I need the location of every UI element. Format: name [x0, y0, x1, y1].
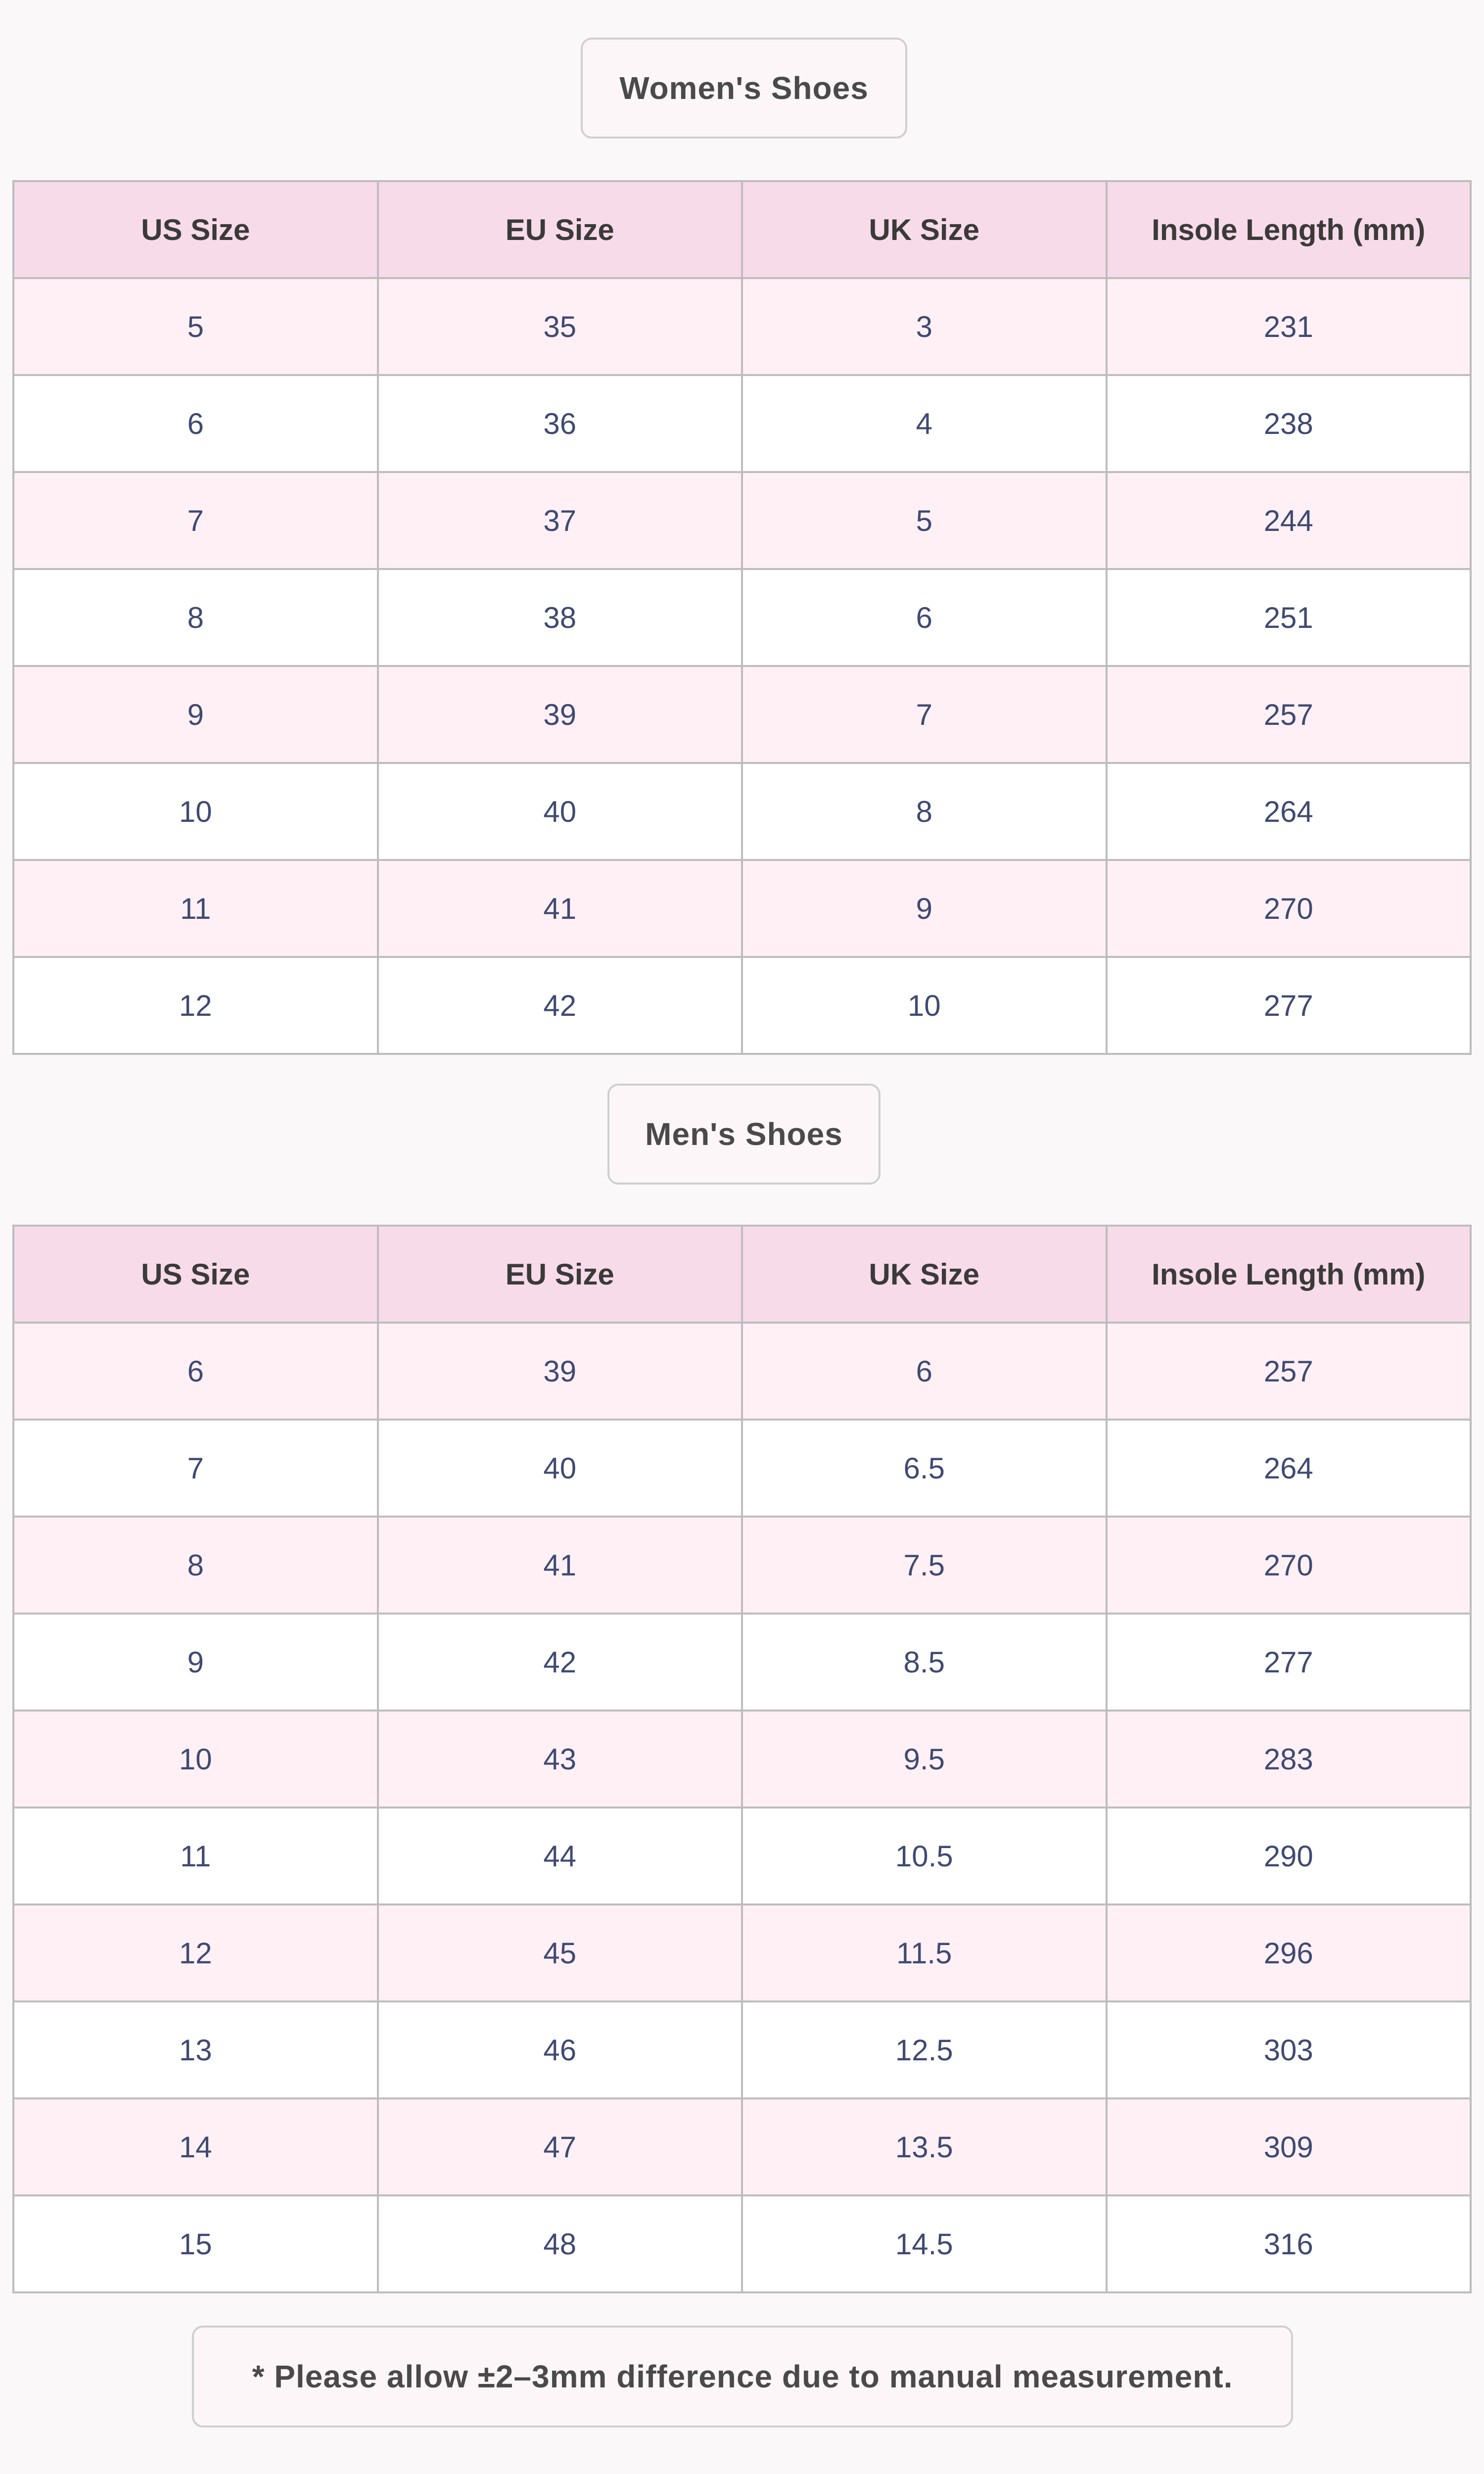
insole-length-cell: 244 — [1107, 472, 1471, 569]
women-header-uk-size: UK Size — [742, 181, 1107, 278]
women-header-insole-length: Insole Length (mm) — [1107, 181, 1471, 278]
uk-size-cell: 6 — [742, 569, 1107, 666]
us-size-cell: 7 — [13, 1420, 378, 1517]
eu-size-cell: 37 — [378, 472, 742, 569]
us-size-cell: 9 — [13, 1614, 378, 1711]
table-row — [13, 278, 1471, 375]
uk-size-cell: 12.5 — [742, 2001, 1107, 2098]
insole-length-cell: 264 — [1107, 763, 1471, 860]
eu-size-cell: 43 — [378, 1711, 742, 1808]
table-row — [13, 860, 1471, 957]
table-row — [13, 1323, 1471, 1420]
eu-size-cell: 36 — [378, 375, 742, 472]
insole-length-cell: 277 — [1107, 1614, 1471, 1711]
women-size-table — [12, 180, 1472, 1055]
men-header-insole-length: Insole Length (mm) — [1107, 1226, 1471, 1323]
table-row — [13, 957, 1471, 1054]
us-size-cell: 12 — [13, 1904, 378, 2001]
eu-size-cell: 35 — [378, 278, 742, 375]
eu-size-cell: 47 — [378, 2098, 742, 2195]
us-size-cell: 15 — [13, 2195, 378, 2292]
men-table-body — [13, 1323, 1471, 2292]
table-row — [13, 1711, 1471, 1808]
uk-size-cell: 6.5 — [742, 1420, 1107, 1517]
insole-length-cell: 257 — [1107, 1323, 1471, 1420]
table-row — [13, 375, 1471, 472]
us-size-cell: 8 — [13, 1517, 378, 1614]
us-size-cell: 10 — [13, 1711, 378, 1808]
women-header-eu-size: EU Size — [378, 181, 742, 278]
eu-size-cell: 40 — [378, 1420, 742, 1517]
us-size-cell: 13 — [13, 2001, 378, 2098]
insole-length-cell: 303 — [1107, 2001, 1471, 2098]
us-size-cell: 6 — [13, 375, 378, 472]
us-size-cell: 14 — [13, 2098, 378, 2195]
insole-length-cell: 277 — [1107, 957, 1471, 1054]
insole-length-cell: 296 — [1107, 1904, 1471, 2001]
eu-size-cell: 40 — [378, 763, 742, 860]
uk-size-cell: 3 — [742, 278, 1107, 375]
women-table-header-row — [13, 181, 1471, 278]
table-row — [13, 1808, 1471, 1904]
table-row — [13, 2195, 1471, 2292]
table-row — [13, 1614, 1471, 1711]
uk-size-cell: 13.5 — [742, 2098, 1107, 2195]
insole-length-cell: 231 — [1107, 278, 1471, 375]
insole-length-cell: 283 — [1107, 1711, 1471, 1808]
uk-size-cell: 8 — [742, 763, 1107, 860]
us-size-cell: 10 — [13, 763, 378, 860]
uk-size-cell: 14.5 — [742, 2195, 1107, 2292]
uk-size-cell: 6 — [742, 1323, 1107, 1420]
table-row — [13, 1420, 1471, 1517]
insole-length-cell: 309 — [1107, 2098, 1471, 2195]
men-header-uk-size: UK Size — [742, 1226, 1107, 1323]
us-size-cell: 9 — [13, 666, 378, 763]
eu-size-cell: 39 — [378, 666, 742, 763]
uk-size-cell: 7.5 — [742, 1517, 1107, 1614]
eu-size-cell: 39 — [378, 1323, 742, 1420]
women-table-body — [13, 278, 1471, 1054]
eu-size-cell: 42 — [378, 1614, 742, 1711]
women-shoes-title: Women's Shoes — [581, 38, 907, 139]
us-size-cell: 11 — [13, 860, 378, 957]
eu-size-cell: 46 — [378, 2001, 742, 2098]
us-size-cell: 8 — [13, 569, 378, 666]
insole-length-cell: 264 — [1107, 1420, 1471, 1517]
insole-length-cell: 251 — [1107, 569, 1471, 666]
men-table-header-row — [13, 1226, 1471, 1323]
table-row — [13, 666, 1471, 763]
uk-size-cell: 9.5 — [742, 1711, 1107, 1808]
us-size-cell: 6 — [13, 1323, 378, 1420]
us-size-cell: 12 — [13, 957, 378, 1054]
eu-size-cell: 44 — [378, 1808, 742, 1904]
eu-size-cell: 38 — [378, 569, 742, 666]
us-size-cell: 11 — [13, 1808, 378, 1904]
table-row — [13, 472, 1471, 569]
uk-size-cell: 4 — [742, 375, 1107, 472]
men-shoes-title: Men's Shoes — [607, 1084, 881, 1185]
uk-size-cell: 7 — [742, 666, 1107, 763]
insole-length-cell: 316 — [1107, 2195, 1471, 2292]
uk-size-cell: 5 — [742, 472, 1107, 569]
women-header-us-size: US Size — [13, 181, 378, 278]
insole-length-cell: 257 — [1107, 666, 1471, 763]
eu-size-cell: 41 — [378, 860, 742, 957]
insole-length-cell: 290 — [1107, 1808, 1471, 1904]
measurement-note: * Please allow ±2–3mm difference due to manual measurement. — [192, 2326, 1293, 2427]
uk-size-cell: 8.5 — [742, 1614, 1107, 1711]
uk-size-cell: 11.5 — [742, 1904, 1107, 2001]
men-header-eu-size: EU Size — [378, 1226, 742, 1323]
table-row — [13, 763, 1471, 860]
us-size-cell: 5 — [13, 278, 378, 375]
insole-length-cell: 270 — [1107, 1517, 1471, 1614]
table-row — [13, 2001, 1471, 2098]
uk-size-cell: 10.5 — [742, 1808, 1107, 1904]
insole-length-cell: 238 — [1107, 375, 1471, 472]
men-header-us-size: US Size — [13, 1226, 378, 1323]
table-row — [13, 1904, 1471, 2001]
uk-size-cell: 9 — [742, 860, 1107, 957]
us-size-cell: 7 — [13, 472, 378, 569]
table-row — [13, 1517, 1471, 1614]
insole-length-cell: 270 — [1107, 860, 1471, 957]
men-size-table — [12, 1225, 1472, 2293]
eu-size-cell: 48 — [378, 2195, 742, 2292]
uk-size-cell: 10 — [742, 957, 1107, 1054]
table-row — [13, 569, 1471, 666]
table-row — [13, 2098, 1471, 2195]
eu-size-cell: 41 — [378, 1517, 742, 1614]
eu-size-cell: 42 — [378, 957, 742, 1054]
eu-size-cell: 45 — [378, 1904, 742, 2001]
